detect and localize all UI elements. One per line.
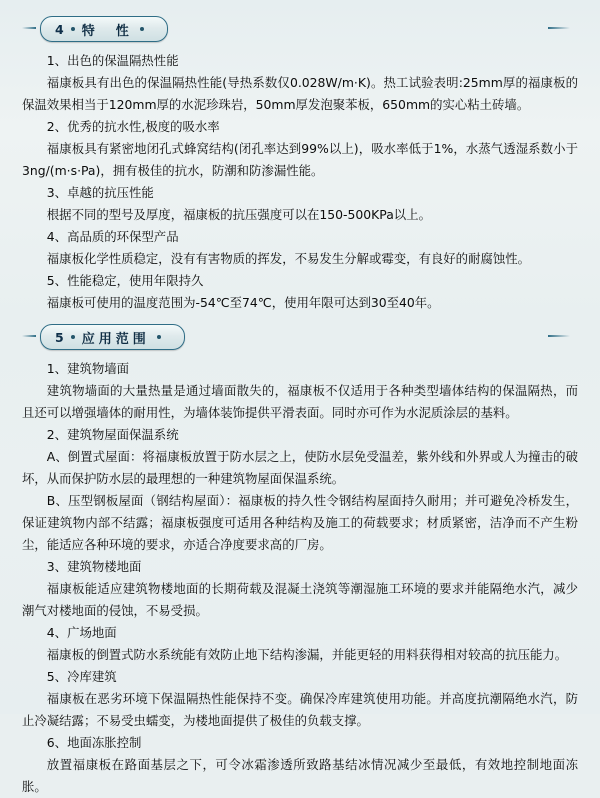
- paragraph: 福康板化学性质稳定，没有有害物质的挥发，不易发生分解或霉变，有良好的耐腐蚀性。: [46, 251, 531, 266]
- section-body-4: [22, 50, 578, 314]
- paragraph: 福康板具有出色的保温隔热性能(导热系数仅0.028W/m·K)。热工试验表明:25mm厚的福康板的保温效果相当于120mm厚的水泥珍珠岩，50mm厚发泡聚苯板，650mm的实心粘土砖墙。: [22, 75, 578, 112]
- paragraph: 福康板具有紧密地闭孔式蜂窝结构(闭孔率达到99%以上)，吸水率低于1%，水蒸气透湿系数小于3ng/(m·s·Pa)，拥有极佳的抗水，防潮和防渗漏性能。: [22, 141, 578, 178]
- list-item: 1、建筑物墙面: [46, 361, 130, 376]
- banner-tail-right-icon: [548, 335, 570, 337]
- section-header-4: [22, 16, 578, 42]
- section-title: 应用范围: [81, 331, 150, 347]
- paragraph: 福康板可使用的温度范围为-54℃至74℃，使用年限可达到30至40年。: [46, 295, 440, 310]
- banner-tail-left-icon: [22, 335, 36, 337]
- paragraph: 福康板能适应建筑物楼地面的长期荷载及混凝土浇筑等潮湿施工环境的要求并能隔绝水汽，减少潮气对楼地面的侵蚀，不易受损。: [22, 581, 578, 618]
- list-item: 1、出色的保温隔热性能: [46, 53, 179, 68]
- section-banner-5: [40, 324, 185, 350]
- paragraph: 建筑物墙面的大量热量是通过墙面散失的，福康板不仅适用于各种类型墙体结构的保温隔热，而且还可以增强墙体的耐用性，为墙体装饰提供平滑表面。同时亦可作为水泥质涂层的基料。: [22, 383, 578, 420]
- section-header-5: [22, 324, 578, 350]
- list-item: 6、地面冻胀控制: [46, 735, 142, 750]
- list-item: 4、高品质的环保型产品: [46, 229, 179, 244]
- section-title: 特 性: [81, 23, 133, 39]
- list-item: 2、优秀的抗水性,极度的吸水率: [46, 119, 220, 134]
- paragraph: 福康板的倒置式防水系统能有效防止地下结构渗漏，并能更轻的用料获得相对较高的抗压能力。: [46, 647, 568, 662]
- paragraph: 根据不同的型号及厚度，福康板的抗压强度可以在150-500KPa以上。: [46, 207, 431, 222]
- list-item: 5、性能稳定，使用年限持久: [46, 273, 204, 288]
- section-body-5: [22, 358, 578, 798]
- section-banner-4: [40, 16, 168, 42]
- paragraph: B、压型钢板屋面（钢结构屋面）：福康板的持久性令钢结构屋面持久耐用；并可避免冷桥发生，保证建筑物内部不结露；福康板强度可适用各种结构及施工的荷载要求；材质紧密，洁净而不产生粉尘，能适应各种环境的要求，亦适合净度要求高的厂房。: [22, 493, 578, 552]
- list-item: 5、冷库建筑: [46, 669, 117, 684]
- list-item: 3、卓越的抗压性能: [46, 185, 154, 200]
- list-item: 4、广场地面: [46, 625, 117, 640]
- bullet-dot-icon: [71, 335, 75, 339]
- paragraph: A、倒置式屋面：将福康板放置于防水层之上，使防水层免受温差，紫外线和外界或人为撞击的破坏，从而保护防水层的最理想的一种建筑物屋面保温系统。: [22, 449, 578, 486]
- paragraph: 放置福康板在路面基层之下，可令冰霜渗透所致路基结冰情况减少至最低，有效地控制地面冻胀。: [22, 757, 578, 794]
- list-item: 2、建筑物屋面保温系统: [46, 427, 179, 442]
- paragraph: 福康板在恶劣环境下保温隔热性能保持不变。确保冷库建筑使用功能。并高度抗潮隔绝水汽，防止冷凝结露；不易受虫蠕变，为楼地面提供了极佳的负载支撑。: [22, 691, 578, 728]
- section-number: 5: [55, 329, 64, 345]
- banner-tail-right-icon: [548, 27, 570, 29]
- bullet-dot-icon: [157, 335, 161, 339]
- bullet-dot-icon: [140, 27, 144, 31]
- banner-tail-left-icon: [22, 27, 36, 29]
- section-number: 4: [55, 21, 64, 37]
- list-item: 3、建筑物楼地面: [46, 559, 142, 574]
- bullet-dot-icon: [71, 27, 75, 31]
